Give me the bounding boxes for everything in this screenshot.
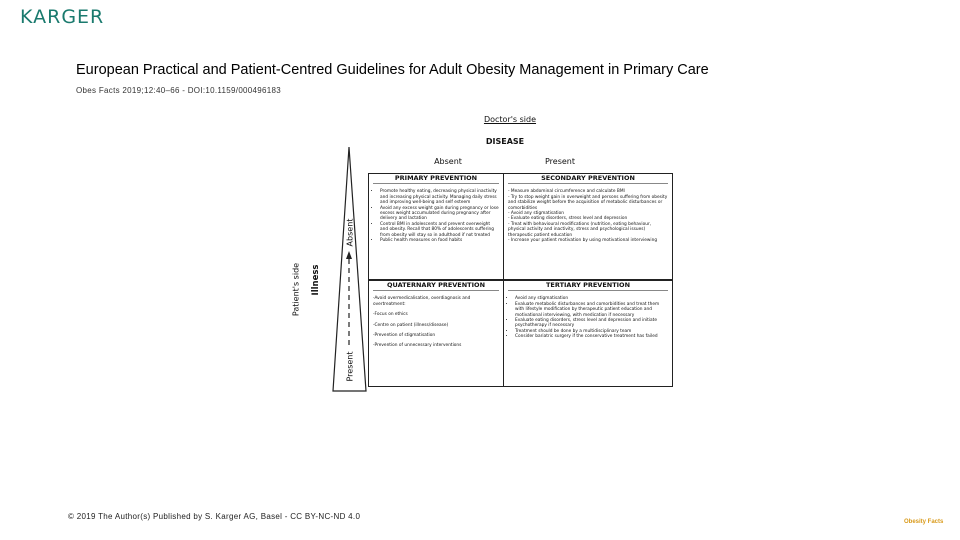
present-column-label: Present <box>544 157 575 166</box>
slide-title: European Practical and Patient-Centred Guidelines for Adult Obesity Management in Primary Care <box>76 62 709 78</box>
list-item: -Focus on ethics <box>373 312 408 318</box>
tertiary-prevention-title: TERTIARY PREVENTION <box>508 283 668 291</box>
list-item: - Increase your patient motivation by using motivational interviewing <box>508 238 658 244</box>
quaternary-prevention-cell <box>368 280 504 387</box>
list-item: - Avoid any stigmatisation <box>508 211 564 217</box>
list-item: -Prevention of unnecessary interventions <box>373 343 462 349</box>
list-item: • Public health measures on food habits <box>380 238 499 243</box>
list-item: - Evaluate eating disorders, stress level and depression <box>508 216 628 222</box>
list-item: -Centre on patient (illness/disease) <box>373 322 449 328</box>
copyright-footer: © 2019 The Author(s) Published by S. Karger AG, Basel - CC BY-NC-ND 4.0 <box>68 512 361 521</box>
journal-logo: Obesity Facts <box>904 519 944 525</box>
tertiary-prevention-cell <box>503 280 673 387</box>
absent-column-label: Absent <box>434 157 462 166</box>
list-item: • Control BMI in adolescents and prevent overweight and obesity. Recall that 80% of adolescents suffering from obesity will stay so in adulthood if not treated <box>380 222 499 238</box>
patients-side-label: Patient's side <box>291 262 301 317</box>
list-item: - Try to stop weight gain in overweight and persons suffering from obesity and stabilize weight before the acquisition of metabolic disturbances or comorbidities <box>508 194 668 211</box>
list-item: - Treat with behavioural modifications (nutrition, eating behaviour, physical activity and inactivity, stress and psychological issues) therapeutic patient education <box>508 221 652 238</box>
list-item: • Promote healthy eating, decreasing physical inactivity and increasing physical activity. Managing daily stress and improving well-being and self esteem <box>380 189 499 205</box>
primary-prevention-cell <box>368 173 504 280</box>
list-item: • Treatment should be done by a multidisciplinary team <box>515 329 668 334</box>
citation: Obes Facts 2019;12:40–66 - DOI:10.1159/000496183 <box>76 86 282 95</box>
list-item: - Measure abdominal circumference and calculate BMI <box>508 189 625 195</box>
list-item: • Consider bariatric surgery if the conservative treatment has failed <box>515 334 668 339</box>
primary-prevention-title: PRIMARY PREVENTION <box>373 176 499 184</box>
list-item: -Avoid overmedicalisation, overdiagnosis and overtreatment: <box>373 296 471 307</box>
axis-present-label: Present <box>345 351 355 382</box>
list-item: • Evaluate metabolic disturbances and comorbidities and treat them with lifestyle modification by therapeutic patient education and motivational interviewing, with medication if necessary <box>515 302 668 318</box>
list-item: • Avoid any stigmatisation <box>515 296 668 301</box>
secondary-prevention-cell <box>503 173 673 280</box>
doctors-side-label: Doctor's side <box>483 115 537 124</box>
axis-absent-label: Absent <box>345 218 355 247</box>
list-item: • Avoid any excess weight gain during pregnancy or lose excess weight accumulated during pregnancy after delivery and lactation <box>380 206 499 222</box>
disease-label: DISEASE <box>485 137 525 146</box>
list-item: • Evaluate eating disorders, stress level and depression and initiate psychotherapy if necessary <box>515 318 668 329</box>
secondary-prevention-title: SECONDARY PREVENTION <box>508 176 668 184</box>
list-item: -Prevention of stigmatisation <box>373 333 436 339</box>
illness-label: Illness <box>311 264 321 296</box>
karger-logo: KARGER <box>20 6 105 28</box>
quaternary-prevention-title: QUATERNARY PREVENTION <box>373 283 499 291</box>
